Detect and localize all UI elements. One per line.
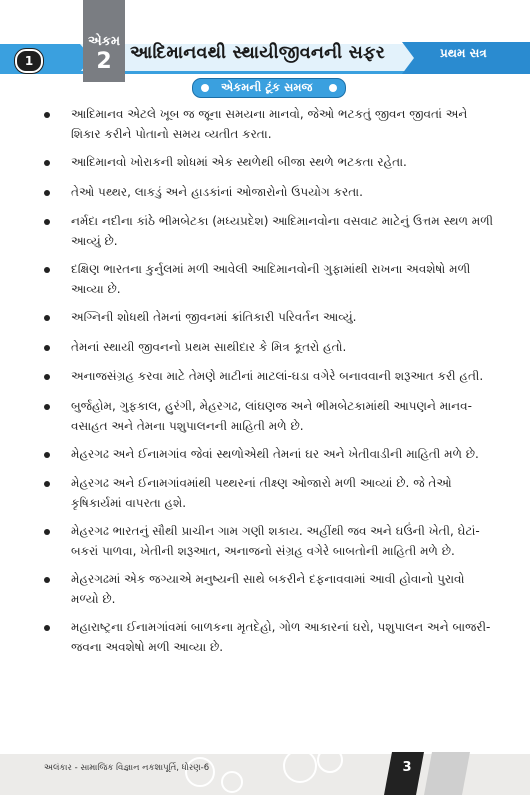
session-label: પ્રથમ સત્ર xyxy=(440,46,487,60)
list-item: મહારાષ્ટ્રના ઈનામગાંવમાં બાળકના મૃતદેહો, ગોળ આકારનાં ઘરો, પશુપાલન અને બાજરી-જવના અવશેષો મળી આવ્યા છે. xyxy=(44,617,494,657)
list-item: દક્ષિણ ભારતના કુર્નુલમાં મળી આવેલી આદિમાનવોની ગુફામાંથી રાખના અવશેષો મળી આવ્યા છે. xyxy=(44,259,494,299)
list-item: મેહરગઢ અને ઈનામગાંવ જેવાં સ્થળોએથી તેમનાં ઘર અને ખેતીવાડીની માહિતી મળે છે. xyxy=(44,444,494,464)
list-item: મેહરગઢ અને ઈનામગાંવમાંથી પથ્થરનાં તીક્ષ્ણ ઓજારો મળી આવ્યાં છે. જે તેઓ કૃષિકાર્યમાં વાપરતા હશે. xyxy=(44,473,494,513)
summary-pill xyxy=(192,78,346,98)
list-item: બુર્જહોમ, ગુફકાલ, હુરંગી, મેહરગઢ, લાંઘણજ અને ભીમબેટકામાંથી આપણને માનવ-વસાહત અને તેમના પશુપાલનની માહિતી મળે છે. xyxy=(44,396,494,436)
list-item: તેઓ પથ્થર, લાકડું અને હાડકાંનાં ઓજારોનો ઉપયોગ કરતા. xyxy=(44,182,494,202)
unit-label: એકમ xyxy=(87,34,121,49)
chapter-number-badge: 1 xyxy=(15,49,43,73)
list-item: નર્મદા નદીના કાંઠે ભીમબેટકા (મધ્યપ્રદેશ) આદિમાનવોના વસવાટ માટેનું ઉત્તમ સ્થળ મળી આવ્યું છે. xyxy=(44,211,494,251)
session-tag xyxy=(418,42,512,68)
unit-number: 2 xyxy=(96,49,112,74)
chapter-title: આદિમાનવથી સ્થાયીજીવનની સફર xyxy=(130,43,385,63)
chapter-header xyxy=(0,0,530,100)
summary-list xyxy=(44,104,494,665)
summary-label: એકમની ટૂંક સમજ xyxy=(221,80,313,94)
list-item: આદિમાનવ એટલે ખૂબ જ જૂના સમયના માનવો, જેઓ ભટકતું જીવન જીવતાં અને શિકાર કરીને પોતાનો સમય વ્યતીત કરતા. xyxy=(44,104,494,144)
list-item: મેહરગઢ ભારતનું સૌથી પ્રાચીન ગામ ગણી શકાય. અહીંથી જવ અને ઘઉંની ખેતી, ઘેટાં-બકરાં પાળવા, ખેતીની શરૂઆત, અનાજનો સંગ્રહ વગેરે બાબતોની માહિતી મળે છે. xyxy=(44,521,494,561)
pill-left-dot-icon xyxy=(201,84,209,92)
list-item: અગ્નિની શોધથી તેમનાં જીવનમાં ક્રાંતિકારી પરિવર્તન આવ્યું. xyxy=(44,307,494,327)
pill-right-dot-icon xyxy=(329,84,337,92)
unit-box xyxy=(83,0,125,82)
footer-book-title: અલંકાર - સામાજિક વિજ્ઞાન નકશાપૂર્તિ, ધોરણ-6 xyxy=(44,763,210,773)
page-number: 3 xyxy=(402,760,412,775)
list-item: મેહરગઢમાં એક જગ્યાએ મનુષ્યની સાથે બકરીને દફનાવવામાં આવી હોવાનો પુરાવો મળ્યો છે. xyxy=(44,569,494,609)
list-item: તેમનાં સ્થાયી જીવનનો પ્રથમ સાથીદાર કે મિત્ર કૂતરો હતો. xyxy=(44,337,494,357)
list-item: આદિમાનવો ખોરાકની શોધમાં એક સ્થળેથી બીજા સ્થળે ભટકતા રહેતા. xyxy=(44,152,494,172)
footer-band xyxy=(0,752,530,795)
list-item: અનાજસંગ્રહ કરવા માટે તેમણે માટીનાં માટલાં-ઘડા વગેરે બનાવવાની શરૂઆત કરી હતી. xyxy=(44,366,494,386)
